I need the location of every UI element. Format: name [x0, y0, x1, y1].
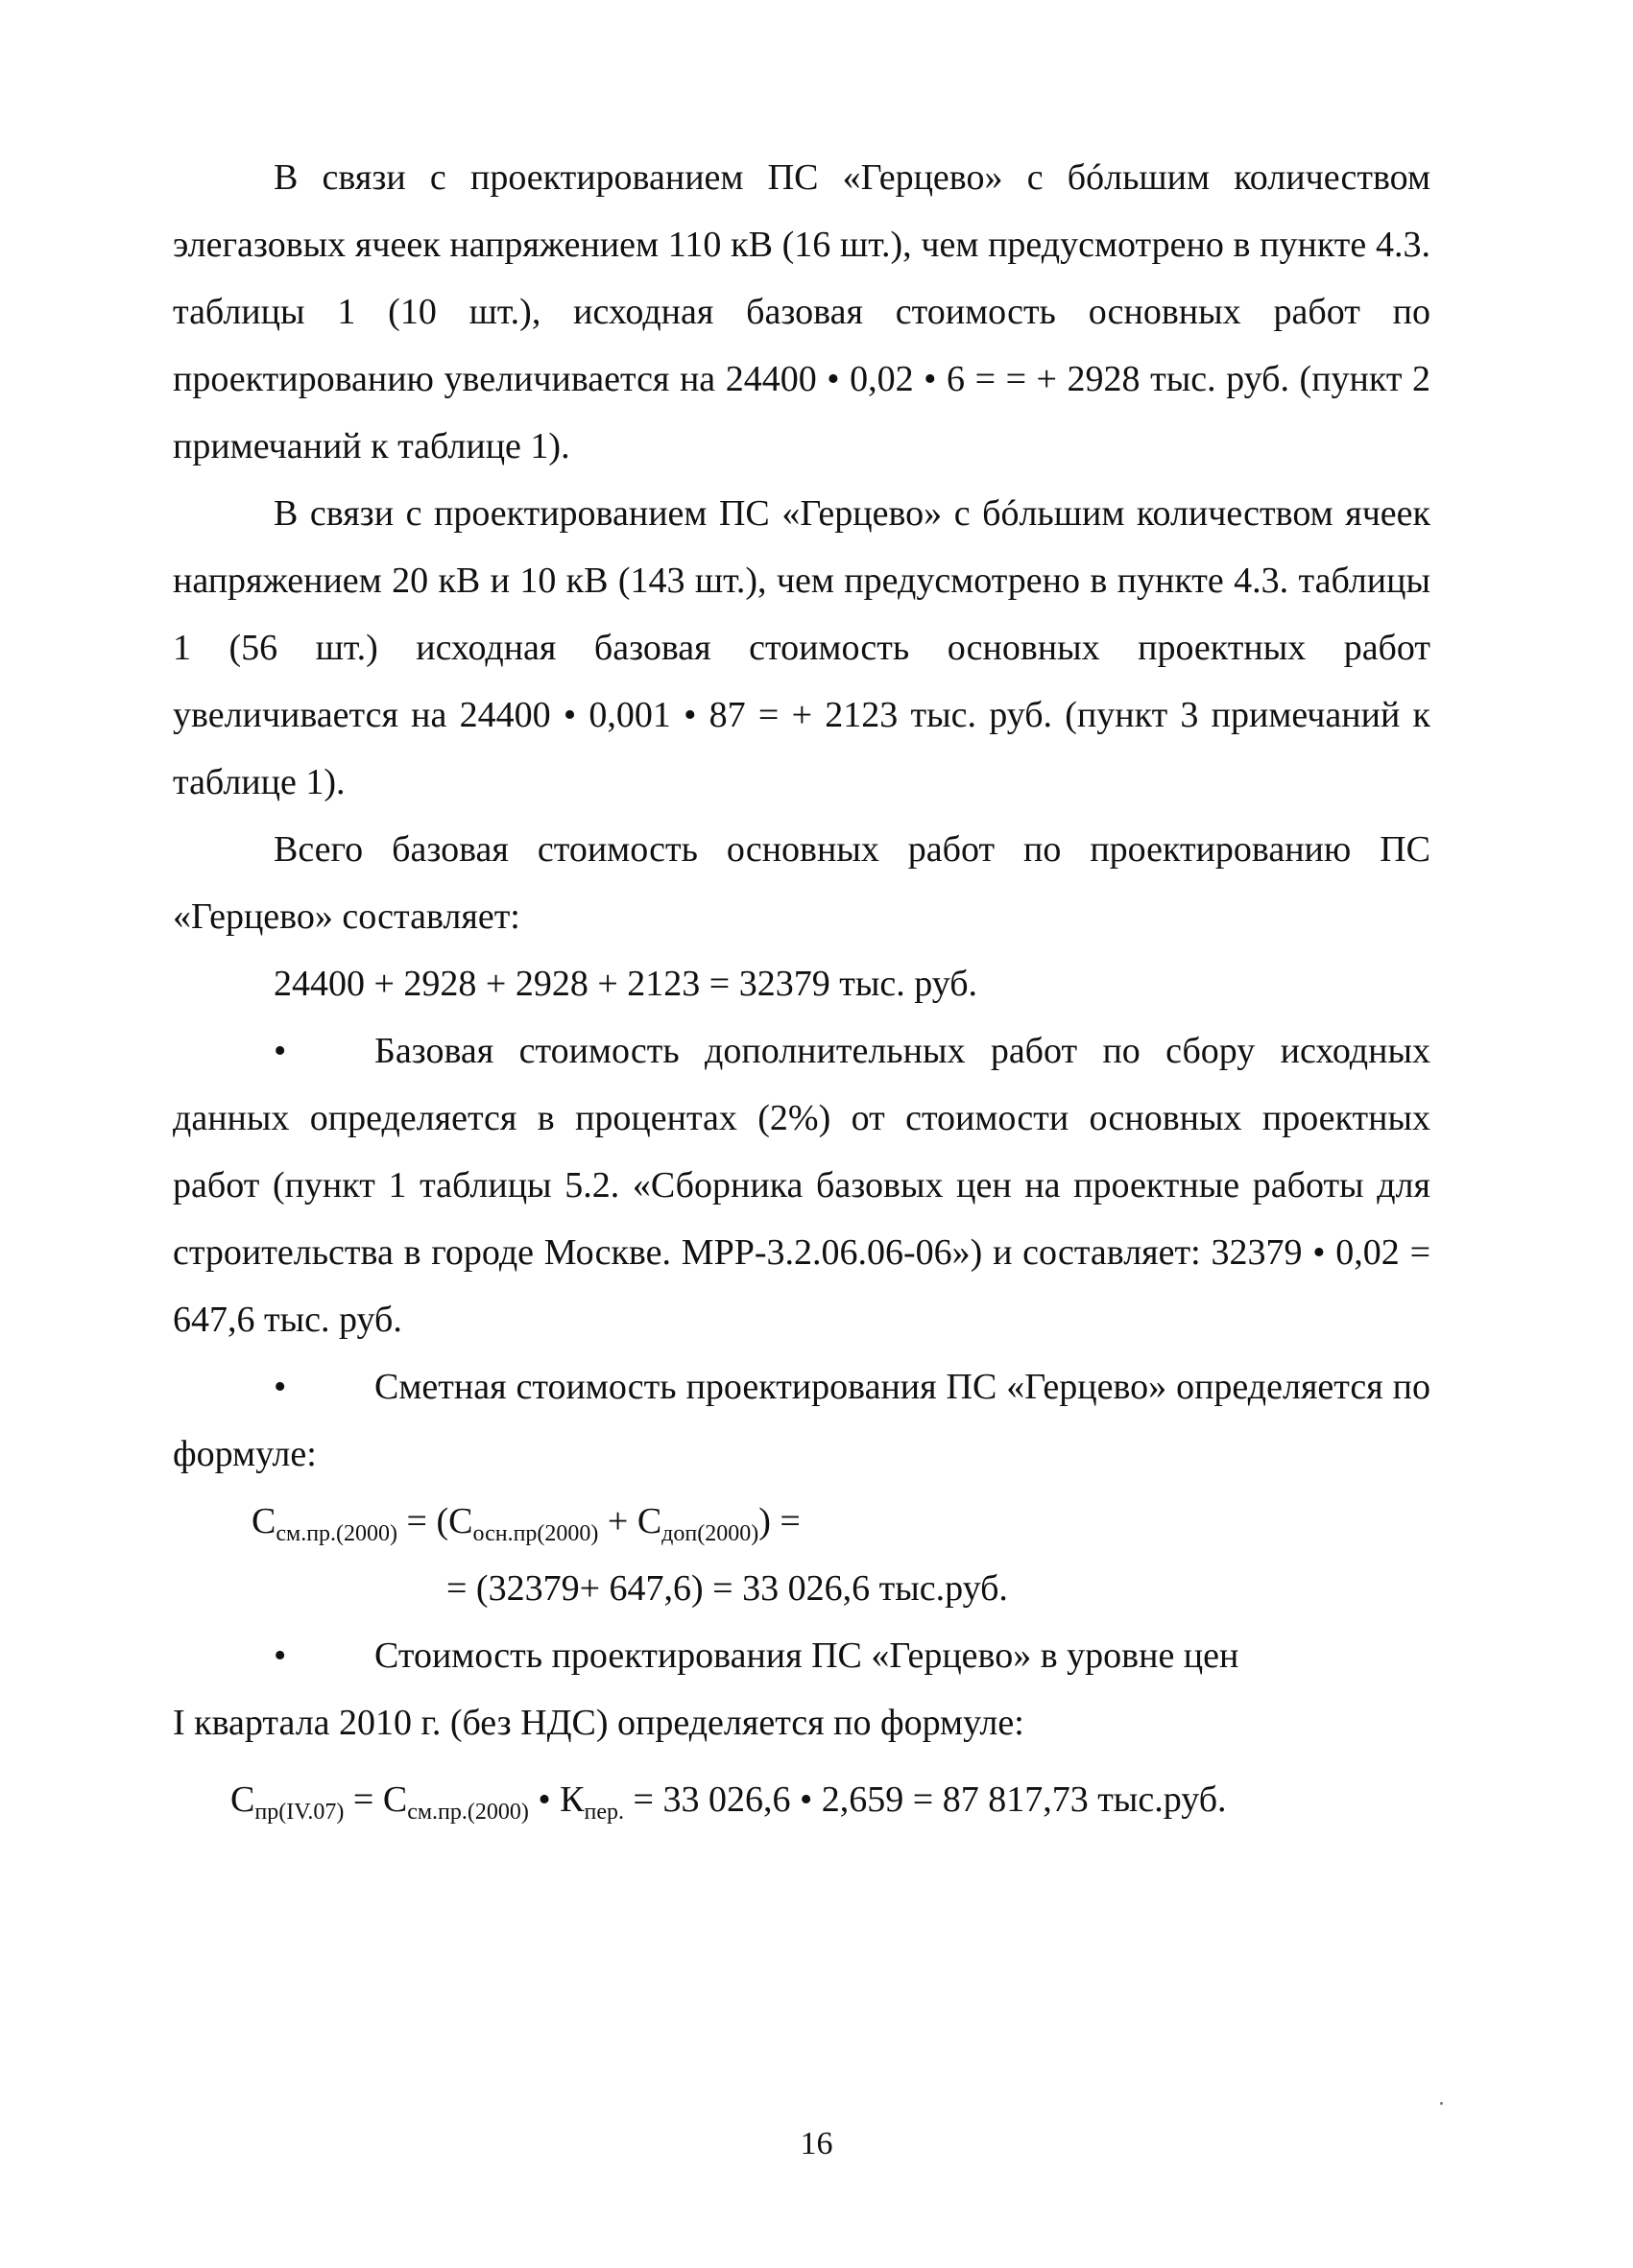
formula-symbol: С	[230, 1779, 255, 1820]
sum-formula: 24400 + 2928 + 2928 + 2123 = 32379 тыс. руб.	[274, 964, 978, 1004]
formula-text: = 33 026,6 • 2,659 = 87 817,73 тыс.руб.	[624, 1779, 1227, 1820]
paragraph-5	[173, 1353, 1430, 1488]
paragraph-4	[173, 1017, 1430, 1353]
formula-estimate-result: = (32379+ 647,6) = 33 026,6 тыс.руб.	[446, 1568, 1008, 1609]
paragraph-6-text: Стоимость проектирования ПС «Герцево» в уровне цен	[374, 1635, 1239, 1676]
formula-text: = (С	[397, 1501, 473, 1541]
formula-price-level	[230, 1766, 1227, 1846]
bullet-marker: •	[274, 1031, 287, 1071]
formula-text: + С	[598, 1501, 662, 1541]
bullet-marker: •	[274, 1635, 287, 1676]
formula-subscript: доп(2000)	[661, 1521, 759, 1546]
paragraph-6-line-2: I квартала 2010 г. (без НДС) определяется по формуле:	[173, 1703, 1024, 1743]
scan-speck	[1440, 2102, 1443, 2105]
formula-subscript: осн.пр(2000)	[472, 1521, 599, 1546]
formula-subscript: пр(IV.07)	[254, 1800, 345, 1825]
formula-subscript: см.пр.(2000)	[276, 1521, 398, 1546]
formula-text: ) =	[758, 1501, 801, 1541]
paragraph-3: Всего базовая стоимость основных работ по проектированию ПС «Герцево» составляет:	[173, 829, 1430, 937]
paragraph-6-line-1	[274, 1622, 1238, 1689]
paragraph-2: В связи с проектированием ПС «Герцево» с бóльшим количеством ячеек напряжением 20 кВ и 10 кВ (143 шт.), чем предусмотрено в пункте 4.3. таблицы 1 (56 шт.) исходная базовая стоимость основных проектных работ увеличивается на 24400 • 0,001 • 87 = + 2123 тыс. руб. (пункт 3 примечаний к таблице 1).	[173, 493, 1430, 802]
formula-text: = С	[344, 1779, 408, 1820]
page-number: 16	[800, 2126, 833, 2161]
formula-subscript: см.пр.(2000)	[407, 1800, 529, 1825]
formula-text: • К	[528, 1779, 585, 1820]
formula-symbol: С	[252, 1501, 276, 1541]
paragraph-1: В связи с проектированием ПС «Герцево» с бóльшим количеством элегазовых ячеек напряжением 110 кВ (16 шт.), чем предусмотрено в пункте 4.3. таблицы 1 (10 шт.), исходная базовая стоимость основных работ по проектированию увеличивается на 24400 • 0,02 • 6 = = + 2928 тыс. руб. (пункт 2 примечаний к таблице 1).	[173, 157, 1430, 466]
paragraph-5-text: Сметная стоимость проектирования ПС «Герцево» определяется по формуле:	[173, 1367, 1430, 1474]
bullet-marker: •	[274, 1367, 287, 1407]
formula-subscript: пер.	[584, 1800, 625, 1825]
paragraph-4-text: Базовая стоимость дополнительных работ по сбору исходных данных определяется в процентах (2%) от стоимости основных проектных работ (пункт 1 таблицы 5.2. «Сборника базовых цен на проектные работы для строительства в городе Москве. МРР-3.2.06.06-06») и составляет: 32379 • 0,02 = 647,6 тыс. руб.	[173, 1031, 1430, 1340]
